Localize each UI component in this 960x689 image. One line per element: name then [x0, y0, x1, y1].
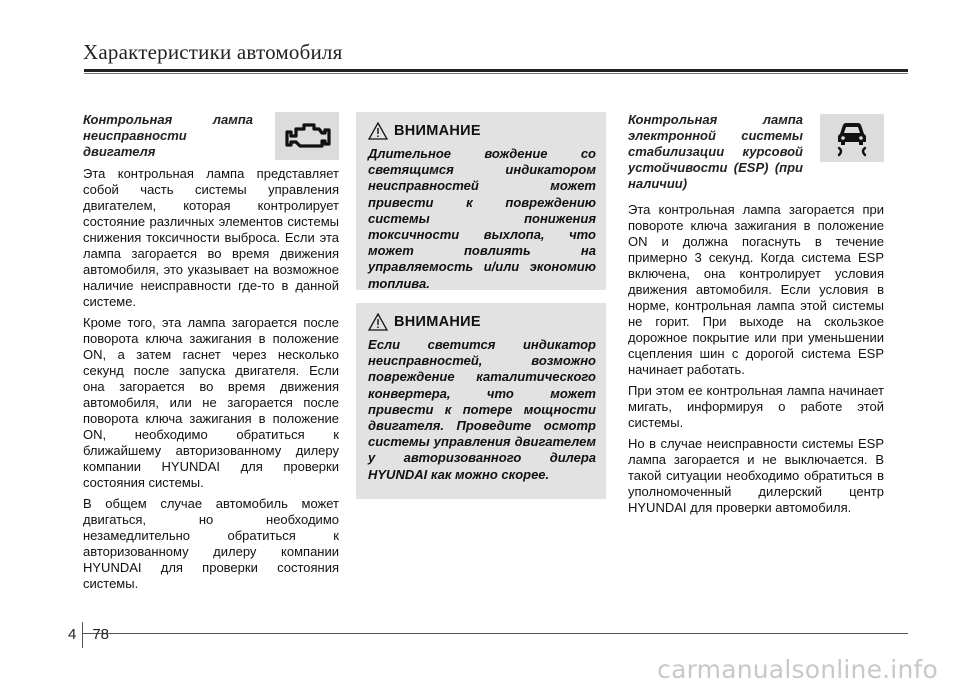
paragraph: В общем случае автомобиль может двигаться, но необходимо незамедлительно обратиться к авторизованному дилеру компании HYUNDAI для проверки состояния системы. — [83, 496, 339, 591]
column-check-engine — [83, 112, 339, 597]
esp-skid-icon — [830, 118, 874, 158]
column-esp — [628, 112, 884, 521]
esp-heading-block — [628, 112, 884, 202]
watermark: carmanualsonline.info — [657, 655, 938, 684]
footer-rule-horizontal — [82, 633, 908, 634]
paragraph: Эта контрольная лампа загорается при повороте ключа зажигания в положение ON и должна погаснуть в течение примерно 3 секунд. Когда система ESP включена, она контролирует условия движения автомобиля. Если условия в норме, контрольная лампа этой системы не горит. При выходе на скользкое дорожное покрытие или при уменьшении сцепления шин с дорогой система ESP начинает работать. — [628, 202, 884, 377]
warning-heading — [368, 313, 596, 331]
header-rule — [84, 69, 908, 72]
warning-triangle-icon — [368, 313, 388, 331]
page-index: 78 — [92, 626, 110, 643]
page-number — [68, 626, 109, 643]
paragraph: Эта контрольная лампа представляет собой часть системы управления двигателем, которая контролирует состояние различных элементов системы снижения токсичности выброса. Если эта лампа загорается во время движения автомобиля, это указывает на возможное наличие неисправности где-то в данной системе. — [83, 166, 339, 309]
check-engine-heading-block — [83, 112, 339, 166]
warning-triangle-icon — [368, 122, 388, 140]
warning-heading — [368, 122, 596, 140]
check-engine-icon-box — [275, 112, 339, 160]
paragraph: Но в случае неисправности системы ESP лампа загорается и не выключается. В такой ситуации необходимо обратиться в уполномоченный дилерский центр HYUNDAI для проверки автомобиля. — [628, 436, 884, 515]
warning-label: ВНИМАНИЕ — [394, 123, 481, 139]
paragraph: При этом ее контрольная лампа начинает мигать, информируя о работе этой системы. — [628, 383, 884, 430]
warning-label: ВНИМАНИЕ — [394, 314, 481, 330]
warning-text: Длительное вождение со светящимся индикатором неисправностей может привести к повреждению системы понижения токсичности выхлопа, что может повлиять на управляемость и/или экономию топлива. — [368, 146, 596, 291]
warning-box-1 — [356, 112, 606, 290]
page-header-title: Характеристики автомобиля — [83, 40, 343, 64]
esp-icon-box — [820, 114, 884, 162]
esp-title: Контрольная лампа электронной системы стабилизации курсовой устойчивости (ESP) (при наличии) — [628, 112, 803, 191]
warning-text: Если светится индикатор неисправностей, возможно повреждение каталитического конвертера, что может привести к потере мощности двигателя. Проведите осмотр системы управления двигателем у авторизованного дилера HYUNDAI как можно скорее. — [368, 337, 596, 482]
check-engine-icon — [282, 120, 332, 152]
check-engine-title: Контрольная лампа неисправности двигателя — [83, 112, 253, 159]
header-rule-thin — [84, 73, 908, 74]
section-number: 4 — [68, 626, 77, 643]
warning-box-2 — [356, 303, 606, 499]
paragraph: Кроме того, эта лампа загорается после поворота ключа зажигания в положение ON, а затем гаснет через несколько секунд после запуска двигателя. Если она загорается во время движения автомобиля, или не загорается после поворота ключа зажигания в положение ON, необходимо обратиться к ближайшему авторизованному дилеру компании HYUNDAI для проверки состояния системы. — [83, 315, 339, 490]
